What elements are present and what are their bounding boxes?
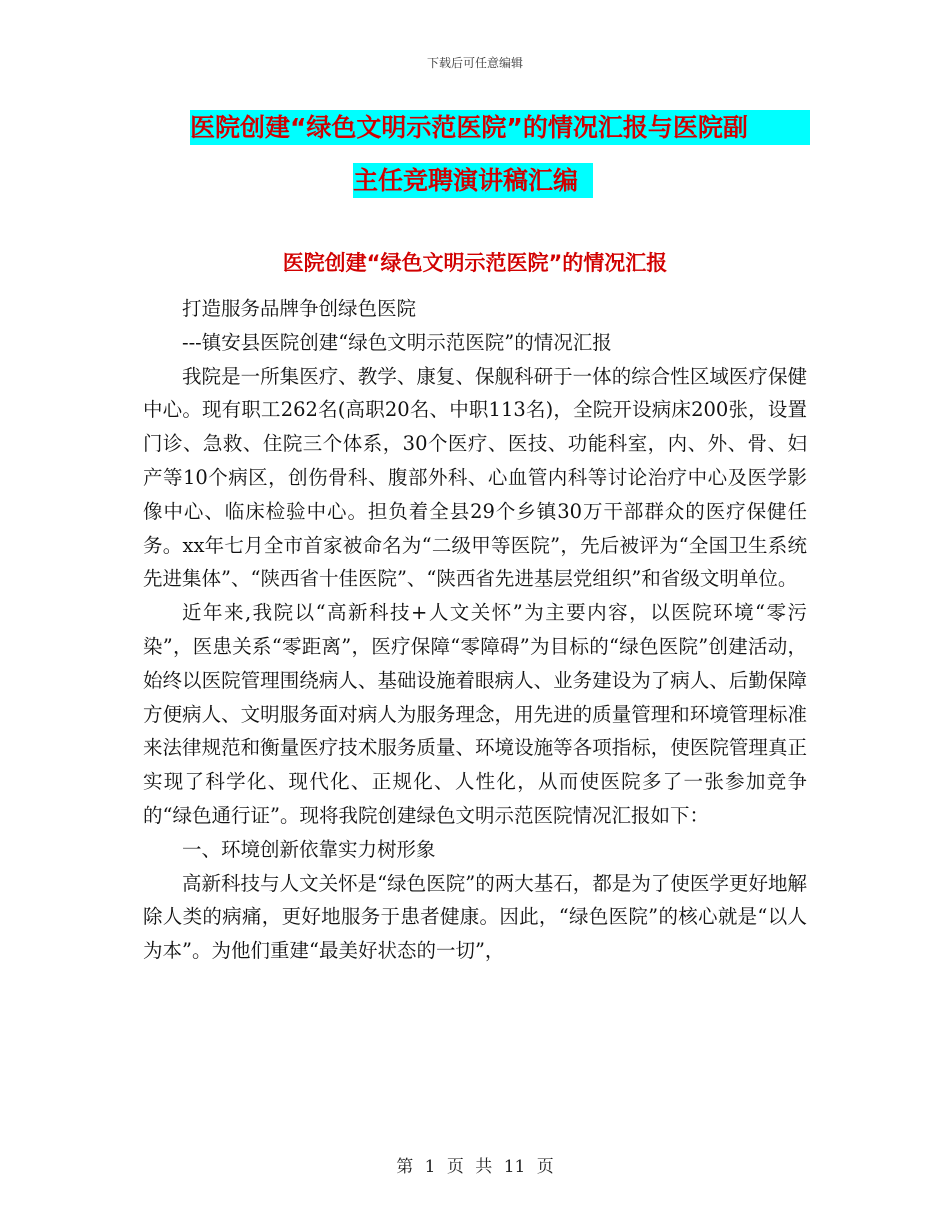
header-note: 下载后可任意编辑 (426, 56, 523, 70)
section-title: 医院创建“绿色文明示范医院”的情况汇报 (282, 251, 668, 275)
body-paragraph: 高新科技与人文关怀是“绿色医院”的两大基石，都是为了使医学更好地解除人类的病痛，更好地服务于患者健康。因此，“绿色医院”的核心就是“以人为本”。为他们重建“最美好状态的一切”， (143, 871, 807, 963)
subtitle-paragraph: 打造服务品牌争创绿色医院 (182, 297, 417, 320)
body-paragraph: 近年来,我院以“高新科技+人文关怀”为主要内容，以医院环境“零污染”，医患关系“零距离”，医疗保障“零障碍”为目标的“绿色医院”创建活动，始终以医院管理围绕病人、基础设施着眼病人、业务建设为了病人、后勤保障方便病人、文明服务面对病人为服务理念，用先进的质量管理和环境管理标准来法律规范和衡量医疗技术服务质量、环境设施等各项指标，使医院管理真正实现了科学化、现代化、正规化、人性化，从而使医院多了一张参加竞争的“绿色通行证”。现将我院创建绿色文明示范医院情况汇报如下： (143, 601, 807, 827)
document-body (143, 292, 807, 968)
document-title-line-1: 医院创建“绿色文明示范医院”的情况汇报与医院副 (190, 110, 810, 145)
document-title-line-2: 主任竞聘演讲稿汇编 (353, 163, 593, 198)
subtitle-dash-paragraph: ---镇安县医院创建“绿色文明示范医院”的情况汇报 (182, 330, 612, 354)
document-title (190, 110, 810, 216)
body-paragraph: 我院是一所集医疗、教学、康复、保舰科研于一体的综合性区域医疗保健中心。现有职工262名(高职20名、中职113名)，全院开设病床200张，设置门诊、急救、住院三个体系，30个医疗、医技、功能科室，内、外、骨、妇产等10个病区，创伤骨科、腹部外科、心血管内科等讨论治疗中心及医学影像中心、临床检验中心。担负着全县29个乡镇30万干部群众的医疗保健任务。xx年七月全市首家被命名为“二级甲等医院”，先后被评为“全国卫生系统先进集体”、“陕西省十佳医院”、“陕西省先进基层党组织”和省级文明单位。 (143, 364, 807, 591)
section-heading: 一、环境创新依靠实力树形象 (182, 837, 436, 861)
page-number: 第 1 页 共 11 页 (396, 1157, 554, 1177)
